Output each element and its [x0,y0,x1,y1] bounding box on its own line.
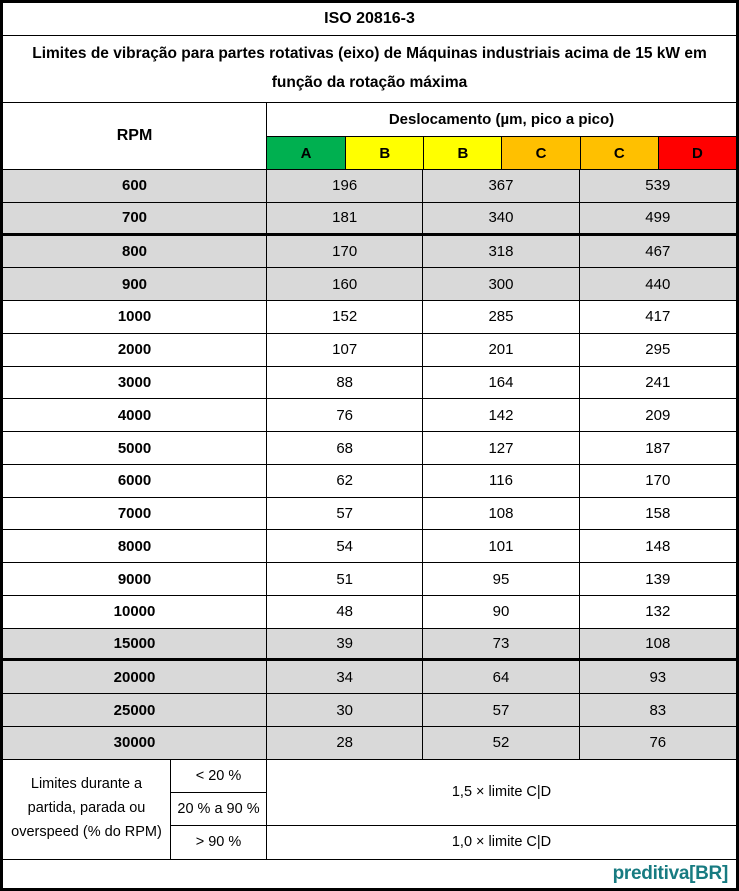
table-row [3,334,736,367]
value-cell: 108 [645,635,671,653]
table-subtitle-text: Limites de vibração para partes rotativas (eixo) de Máquinas industriais acima de 15 kW em função da rotação máxima [32,45,707,91]
table-row [3,661,736,694]
value-cell: 107 [267,334,423,366]
value-cell: 285 [423,301,579,333]
value-cell: 300 [423,268,579,300]
table-subtitle [3,36,736,103]
value-cell: 51 [267,563,423,595]
range-20-to-90: 20 % a 90 % [171,793,267,826]
page-title: ISO 20816-3 [3,3,736,36]
rpm-cell: 30000 [3,727,267,759]
table-header [3,103,736,170]
table-row [3,236,736,269]
rpm-cell: 4000 [3,399,267,431]
rpm-cell: 800 [3,236,267,268]
table-row [3,170,736,203]
value-cell: 142 [423,399,579,431]
value-cell: 209 [645,406,671,424]
table-row [3,399,736,432]
value-cell: 539 [645,177,671,195]
value-cell: 57 [423,694,579,726]
range-over-90: > 90 % [171,826,267,859]
footer-label: Limites durante a partida, parada ou overspeed (% do RPM) [3,760,171,859]
value-cell: 440 [645,275,671,293]
value-cell: 170 [645,472,671,490]
value-cell: 467 [645,242,671,260]
table-row [3,629,736,662]
value-cell: 152 [267,301,423,333]
table-row [3,596,736,629]
value-cell: 148 [645,537,671,555]
rpm-cell: 20000 [3,661,267,693]
value-cell: 34 [267,661,423,693]
value-cell: 367 [423,170,579,202]
value-cell: 101 [423,530,579,562]
table-row [3,694,736,727]
value-cell: 187 [645,439,671,457]
value-cell: 52 [423,727,579,759]
value-cell: 48 [267,596,423,628]
rpm-cell: 600 [3,170,267,202]
value-cell: 196 [267,170,423,202]
value-cell: 127 [423,432,579,464]
value-cell: 90 [423,596,579,628]
value-cell: 68 [267,432,423,464]
value-cell: 28 [267,727,423,759]
value-cell: 30 [267,694,423,726]
table-row [3,530,736,563]
range-under-20: < 20 % [171,760,267,793]
value-cell: 76 [267,399,423,431]
value-cell: 116 [423,465,579,497]
rpm-cell: 9000 [3,563,267,595]
zone-c-cell-4: C [501,136,579,169]
table-row [3,203,736,236]
zone-header-row [267,136,736,169]
table-row [3,268,736,301]
rpm-cell: 700 [3,203,267,233]
zone-c-cell-5: C [580,136,658,169]
table-body [3,170,736,760]
table-row [3,727,736,760]
value-cell: 160 [267,268,423,300]
zone-b-cell-2: B [345,136,423,169]
rpm-cell: 15000 [3,629,267,659]
rpm-cell: 900 [3,268,267,300]
value-cell: 164 [423,367,579,399]
value-cell: 201 [423,334,579,366]
table-footer [3,760,736,860]
value-cell: 340 [423,203,579,233]
zone-a-cell-1: A [267,136,345,169]
table-row [3,563,736,596]
rpm-cell: 1000 [3,301,267,333]
value-cell: 139 [645,570,671,588]
rpm-cell: 3000 [3,367,267,399]
value-cell: 54 [267,530,423,562]
rpm-cell: 5000 [3,432,267,464]
value-cell: 73 [423,629,579,659]
limit-low-value: 1,0 × limite C|D [451,834,552,851]
value-cell: 241 [645,373,671,391]
value-cell: 64 [423,661,579,693]
rpm-cell: 6000 [3,465,267,497]
value-cell: 158 [645,505,671,523]
table-row [3,432,736,465]
table-row [3,498,736,531]
rpm-cell: 10000 [3,596,267,628]
logo-row [3,860,736,888]
value-cell: 499 [645,209,671,227]
preditiva-logo: preditiva[BR] [612,862,728,884]
value-cell: 170 [267,236,423,268]
value-cell: 57 [267,498,423,530]
value-cell: 108 [423,498,579,530]
value-cell: 417 [645,308,671,326]
value-cell: 95 [423,563,579,595]
table-row [3,301,736,334]
rpm-column-header: RPM [3,103,267,169]
value-cell: 295 [645,341,671,359]
value-cell: 181 [267,203,423,233]
table-row [3,465,736,498]
limit-high-value: 1,5 × limite C|D [267,760,736,826]
value-cell: 76 [649,734,667,752]
value-cell: 93 [649,668,667,686]
zone-b-cell-3: B [423,136,501,169]
value-cell: 39 [267,629,423,659]
value-cell: 62 [267,465,423,497]
displacement-header: Deslocamento (µm, pico a pico) [388,111,615,128]
rpm-cell: 2000 [3,334,267,366]
rpm-cell: 8000 [3,530,267,562]
value-cell: 318 [423,236,579,268]
zone-d-cell-6: D [658,136,736,169]
value-cell: 132 [645,603,671,621]
rpm-cell: 7000 [3,498,267,530]
rpm-cell: 25000 [3,694,267,726]
table-row [3,367,736,400]
value-cell: 88 [267,367,423,399]
value-cell: 83 [649,701,667,719]
